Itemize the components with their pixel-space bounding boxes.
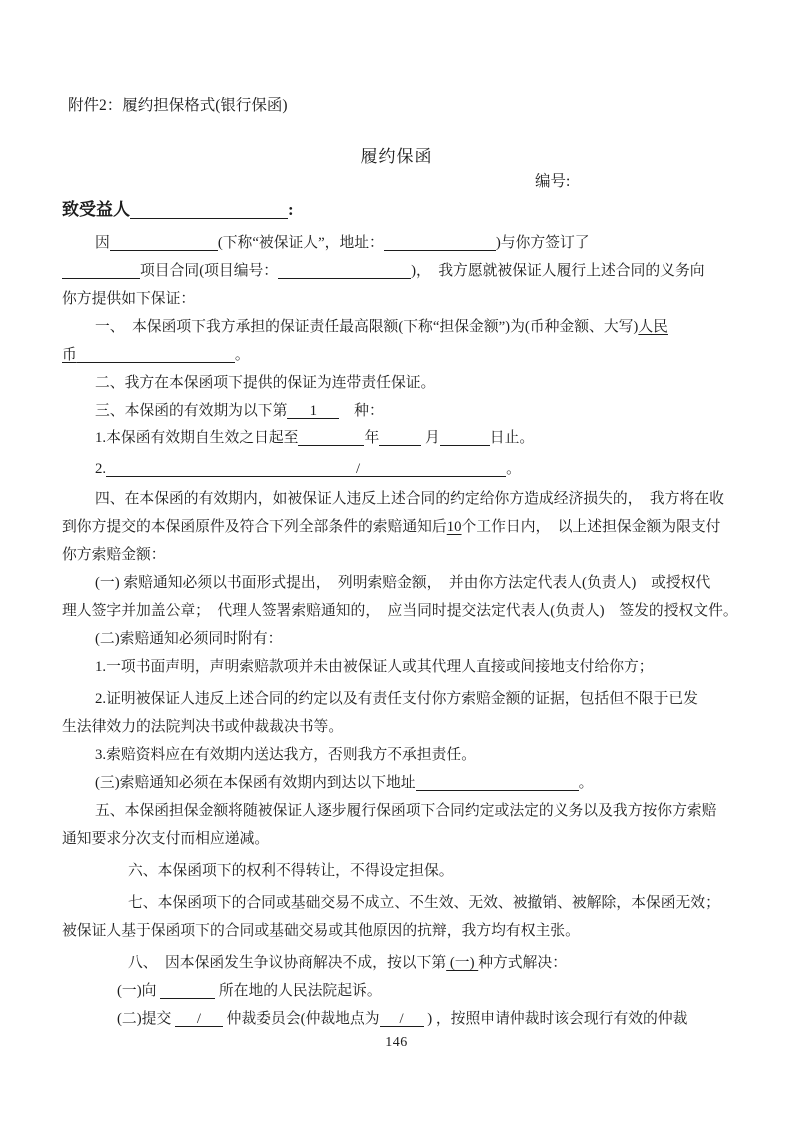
text-run: 个工作日内， 以上述担保金额为限支付 (461, 519, 721, 535)
doc-line (95, 772, 593, 794)
text-run: 致受益人 (62, 200, 130, 219)
text-run: 五、本保函担保金额将随被保证人逐步履行保函项下合同约定或法定的义务以及我方按你方索赔 (95, 803, 717, 819)
doc-line (95, 458, 521, 480)
doc-line (62, 260, 705, 282)
text-run: 生法律效力的法院判决书或仲裁裁决书等。 (62, 719, 344, 735)
text-run: 2. (95, 461, 107, 477)
doc-line (62, 716, 343, 738)
doc-line (95, 656, 654, 678)
fill-in-blank (110, 235, 218, 251)
text-run: 。 (506, 461, 521, 477)
fill-in-blank: / (175, 1011, 223, 1027)
doc-line (95, 232, 590, 254)
doc-line (95, 400, 384, 422)
doc-line (95, 688, 698, 710)
ref-no-label: 编号: (535, 173, 571, 190)
doc-line (62, 516, 720, 538)
text-run: 币 (62, 347, 77, 363)
text-run: 项目合同(项目编号： (140, 263, 279, 279)
text-run: 七、本保函项下的合同或基础交易不成立、不生效、无效、被撤销、被解除，本保函无效； (128, 895, 720, 911)
fill-in-blank (379, 430, 421, 446)
doc-line (62, 920, 580, 942)
text-run: 通知要求分次支付而相应递减。 (62, 831, 270, 847)
text-run: 被保证人基于保函项下的合同或基础交易或其他原因的抗辩，我方均有权主张。 (62, 923, 580, 939)
text-run: 一、 本保函项下我方承担的保证责任最高限额(下称“担保金额”)为(币种金额、大写) (95, 319, 639, 335)
text-run: : (288, 200, 294, 219)
text-run: 年 (364, 430, 380, 446)
text-run: (二)索赔通知必须同时附有： (95, 631, 283, 647)
doc-line (95, 427, 534, 449)
text-run: 三、本保函的有效期为以下第 (95, 403, 288, 419)
fill-in-blank (106, 461, 351, 477)
doc-line (95, 628, 282, 650)
text-run: 种： (339, 403, 384, 419)
text-run: 种方式解决： (478, 955, 567, 971)
text-run: 你方索赔金额： (62, 547, 166, 563)
doc-line (128, 952, 567, 974)
text-run: (二)提交 (117, 1011, 175, 1027)
fill-in-blank (298, 430, 364, 446)
text-run: ) ，按照申请仲裁时该会现行有效的仲裁 (423, 1011, 688, 1027)
fill-in-blank (62, 263, 140, 279)
fill-in-blank (77, 347, 235, 363)
doc-line (128, 892, 720, 914)
doc-line (95, 800, 716, 822)
text-run: 四、在本保函的有效期内，如被保证人违反上述合同的约定给你方造成经济损失的， 我方将在收 (95, 491, 724, 507)
fill-in-blank (365, 461, 506, 477)
text-run: 因 (95, 235, 110, 251)
doc-line (95, 744, 476, 766)
fill-in-blank (384, 235, 496, 251)
doc-line (95, 316, 668, 338)
fill-in-blank: / (380, 1011, 424, 1027)
text-run: )， 我方愿就被保证人履行上述合同的义务向 (411, 263, 705, 279)
fill-in-blank (160, 983, 215, 999)
page-number: 146 (385, 1035, 408, 1050)
text-run: 理人签字并加盖公章； 代理人签署索赔通知的， 应当同时提交法定代表人(负责人) 签发的授权文件。 (62, 603, 738, 619)
fill-in-blank (130, 201, 288, 219)
doc-line (62, 828, 269, 850)
fill-in-blank: / (351, 461, 365, 477)
text-run: 到你方提交的本保函原件及符合下列全部条件的索赔通知后 (62, 519, 447, 535)
doc-line (62, 199, 294, 221)
text-run: 人民 (638, 319, 668, 335)
text-run: 六、本保函项下的权利不得转让，不得设定担保。 (128, 863, 454, 879)
text-run: 八、 因本保函发生争议协商解决不成，按以下第 (128, 955, 447, 971)
doc-line (62, 600, 738, 622)
text-run: 3.索赔资料应在有效期内送达我方，否则我方不承担责任。 (95, 747, 477, 763)
text-run: (下称“被保证人”，地址： (217, 235, 384, 251)
text-run: 1.本保函有效期自生效之日起至 (95, 430, 299, 446)
fill-in-blank (416, 775, 579, 791)
doc-line (95, 572, 710, 594)
text-run: 月 (421, 430, 440, 446)
text-run: (一) (446, 955, 479, 971)
text-run: 二、我方在本保函项下提供的保证为连带责任保证。 (95, 375, 436, 391)
text-run: (一)向 (117, 983, 161, 999)
text-run: 1.一项书面声明，声明索赔款项并未由被保证人或其代理人直接或间接地支付给你方； (95, 659, 654, 675)
text-run: 你方提供如下保证： (62, 291, 196, 307)
text-run: 2.证明被保证人违反上述合同的约定以及有责任支付你方索赔金额的证据，包括但不限于已发 (95, 691, 698, 707)
text-run: (一) 索赔通知必须以书面形式提出， 列明索赔金额， 并由你方法定代表人(负责人) 或授权代 (95, 575, 711, 591)
document-title: 履约保函 (360, 147, 433, 166)
text-run: 。 (234, 347, 250, 363)
fill-in-blank (440, 430, 490, 446)
doc-line (128, 860, 454, 882)
fill-in-blank: 1 (287, 403, 339, 419)
text-run: (三)索赔通知必须在本保函有效期内到达以下地址 (95, 775, 416, 791)
text-run: 所在地的人民法院起诉。 (215, 983, 382, 999)
text-run: 仲裁委员会(仲裁地点为 (222, 1011, 380, 1027)
doc-line (62, 544, 166, 566)
fill-in-blank (278, 263, 411, 279)
doc-line (62, 344, 250, 366)
text-run: 10 (446, 519, 462, 535)
doc-line (95, 488, 724, 510)
text-run: )与你方签订了 (495, 235, 590, 251)
doc-line (62, 288, 195, 310)
text-run: 日止。 (489, 430, 535, 446)
doc-line (117, 980, 382, 1002)
doc-line (95, 372, 435, 394)
attachment-label: 附件2：履约担保格式(银行保函) (68, 97, 288, 114)
doc-line (117, 1008, 687, 1030)
text-run: 。 (578, 775, 594, 791)
